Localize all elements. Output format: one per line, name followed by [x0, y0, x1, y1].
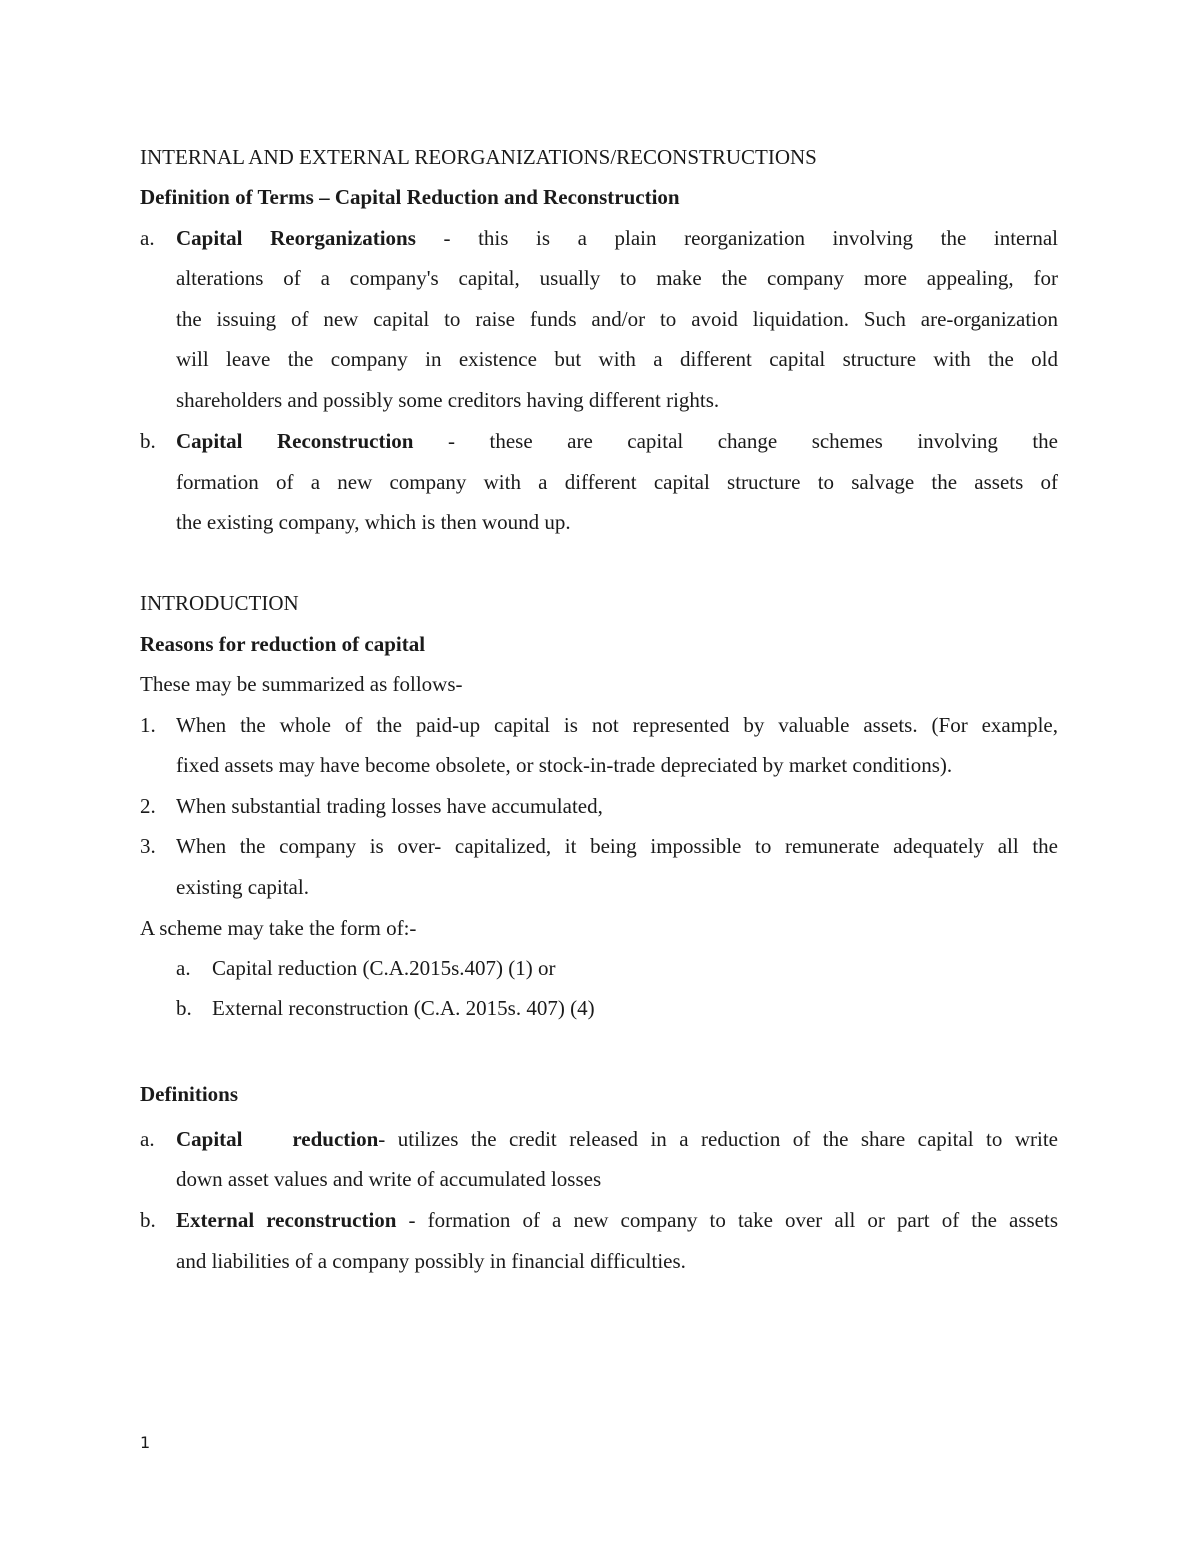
definitions-heading: Definitions	[140, 1082, 239, 1106]
definition-a-line-1	[176, 1125, 1058, 1153]
definition-b-marker: b.	[140, 1208, 156, 1232]
term-a-text: - this is a plain reorganization involving the internal	[415, 226, 1059, 250]
definition-a-marker: a.	[140, 1127, 155, 1151]
term-a-line-1	[176, 224, 1058, 252]
introduction-heading: INTRODUCTION	[140, 591, 299, 615]
reason-3-marker: 3.	[140, 834, 156, 858]
definition-b-term: External reconstruction	[176, 1208, 397, 1232]
term-b-text: - these are capital change schemes involving the	[413, 429, 1058, 453]
term-b-line-3: the existing company, which is then wound up.	[176, 510, 571, 534]
reason-2-marker: 2.	[140, 794, 156, 818]
reason-1-line-2: fixed assets may have become obsolete, or stock-in-trade depreciated by market conditions).	[176, 753, 953, 777]
reason-1-line-1: When the whole of the paid-up capital is not represented by valuable assets. (For example,	[176, 713, 1058, 737]
definition-a-line-2: down asset values and write of accumulated losses	[176, 1167, 602, 1191]
term-a-name: Capital Reorganizations	[176, 226, 416, 250]
definition-a-term: Capital reduction	[176, 1127, 379, 1151]
term-a-line-3: the issuing of new capital to raise funds and/or to avoid liquidation. Such are-organization	[176, 307, 1058, 331]
scheme-b-text: External reconstruction (C.A. 2015s. 407) (4)	[212, 996, 595, 1020]
scheme-a-marker: a.	[176, 956, 191, 980]
definition-b-line-2: and liabilities of a company possibly in financial difficulties.	[176, 1249, 686, 1273]
reason-3-line-1: When the company is over- capitalized, it being impossible to remunerate adequately all the	[176, 834, 1058, 858]
scheme-b-marker: b.	[176, 996, 192, 1020]
page-number: 1	[140, 1433, 151, 1452]
term-b-line-2: formation of a new company with a different capital structure to salvage the assets of	[176, 470, 1058, 494]
reasons-lead: These may be summarized as follows-	[140, 672, 463, 696]
reasons-subheading: Reasons for reduction of capital	[140, 632, 426, 656]
term-b-marker: b.	[140, 429, 156, 453]
document-title: INTERNAL AND EXTERNAL REORGANIZATIONS/RECONSTRUCTIONS	[140, 145, 817, 169]
definition-b-line-1	[176, 1206, 1058, 1234]
definition-b-text: - formation of a new company to take over all or part of the assets	[396, 1208, 1058, 1232]
term-a-marker: a.	[140, 226, 155, 250]
term-a-line-5: shareholders and possibly some creditors having different rights.	[176, 388, 720, 412]
term-a-line-2: alterations of a company's capital, usually to make the company more appealing, for	[176, 266, 1058, 290]
scheme-a-text: Capital reduction (C.A.2015s.407) (1) or	[212, 956, 556, 980]
reason-3-line-2: existing capital.	[176, 875, 309, 899]
term-a-line-4: will leave the company in existence but with a different capital structure with the old	[176, 347, 1058, 371]
definition-a-text: - utilizes the credit released in a reduction of the share capital to write	[378, 1127, 1058, 1151]
reason-1-marker: 1.	[140, 713, 156, 737]
reason-2-line-1: When substantial trading losses have accumulated,	[176, 794, 603, 818]
definition-heading: Definition of Terms – Capital Reduction and Reconstruction	[140, 185, 680, 209]
term-b-name: Capital Reconstruction	[176, 429, 414, 453]
scheme-lead: A scheme may take the form of:-	[140, 916, 417, 940]
term-b-line-1	[176, 427, 1058, 455]
